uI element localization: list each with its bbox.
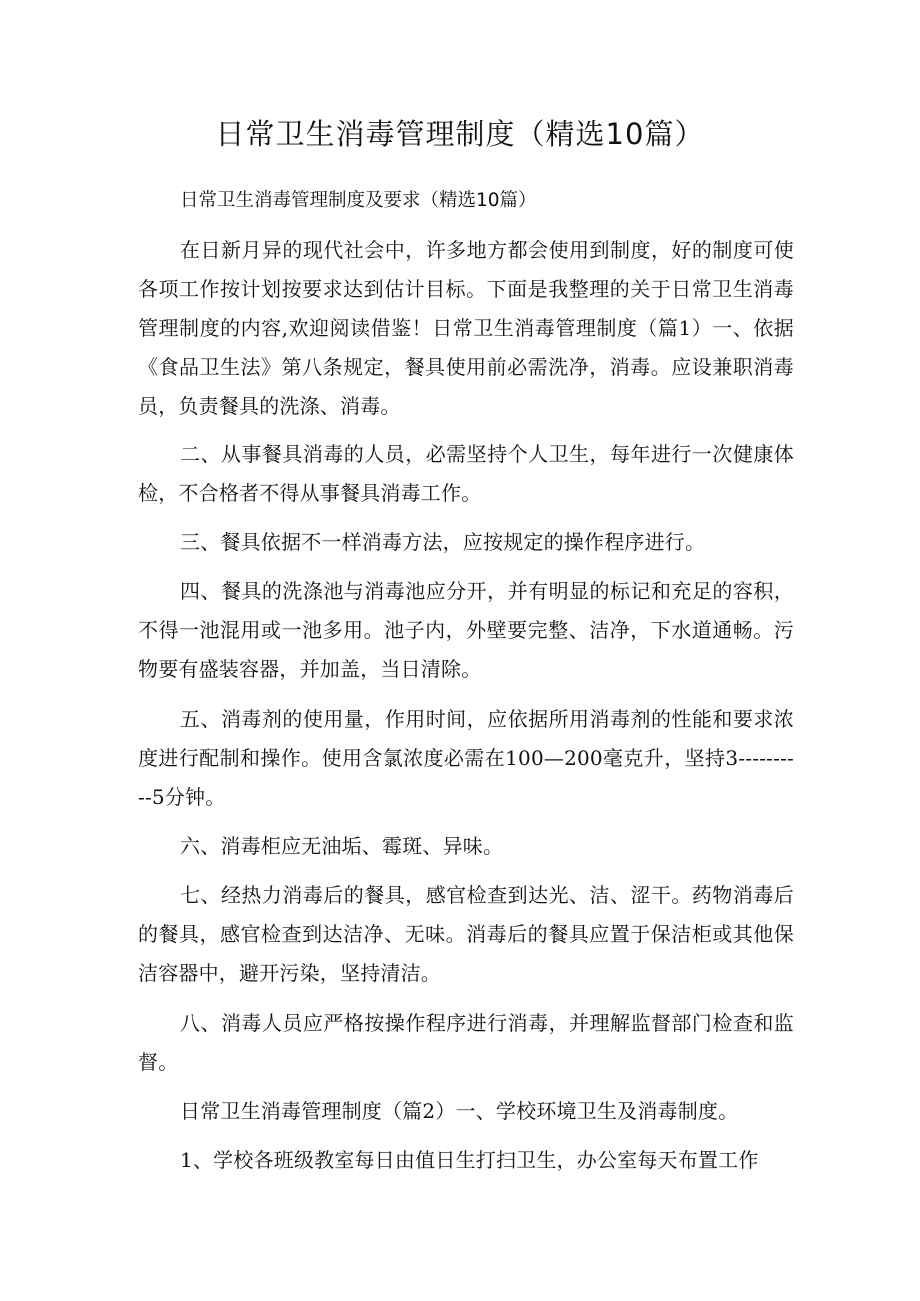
paragraph-item-7: 七、经热力消毒后的餐具，感官检查到达光、洁、涩干。药物消毒后的餐具，感官检查到达洁净、无味。消毒后的餐具应置于保洁柜或其他保洁容器中，避开污染，坚持清洁。 bbox=[138, 883, 794, 985]
paragraph-item-4: 四、餐具的洗涤池与消毒池应分开，并有明显的标记和充足的容积，不得一池混用或一池多用。池子内，外壁要完整、洁净，下水道通畅。污物要有盛装容器，并加盖，当日清除。 bbox=[138, 579, 794, 681]
paragraph-item-3: 三、餐具依据不一样消毒方法，应按规定的操作程序进行。 bbox=[180, 530, 706, 554]
paragraph-section-2-item-1: 1、学校各班级教室每日由值日生打扫卫生，办公室每天布置工作 bbox=[180, 1148, 759, 1172]
paragraph-item-8: 八、消毒人员应严格按操作程序进行消毒，并理解监督部门检查和监督。 bbox=[138, 1011, 794, 1074]
document-title: 日常卫生消毒管理制度（精选10篇） bbox=[215, 117, 705, 151]
paragraph-item-6: 六、消毒柜应无油垢、霉斑、异味。 bbox=[180, 834, 504, 858]
paragraph-item-5: 五、消毒剂的使用量，作用时间，应依据所用消毒剂的性能和要求浓度进行配制和操作。使用含氯浓度必需在100—200毫克升，坚持3----------5分钟。 bbox=[138, 707, 794, 809]
document-subtitle: 日常卫生消毒管理制度及要求（精选10篇） bbox=[180, 190, 537, 211]
paragraph-item-2: 二、从事餐具消毒的人员，必需坚持个人卫生，每年进行一次健康体检，不合格者不得从事餐具消毒工作。 bbox=[138, 442, 794, 505]
paragraph-intro: 在日新月异的现代社会中，许多地方都会使用到制度，好的制度可使各项工作按计划按要求达到估计目标。下面是我整理的关于日常卫生消毒管理制度的内容,欢迎阅读借鉴！日常卫生消毒管理制度（篇1）一、依据《食品卫生法》第八条规定，餐具使用前必需洗净，消毒。应设兼职消毒员，负责餐具的洗涤、消毒。 bbox=[138, 238, 794, 418]
paragraph-section-2-heading: 日常卫生消毒管理制度（篇2）一、学校环境卫生及消毒制度。 bbox=[180, 1099, 739, 1123]
